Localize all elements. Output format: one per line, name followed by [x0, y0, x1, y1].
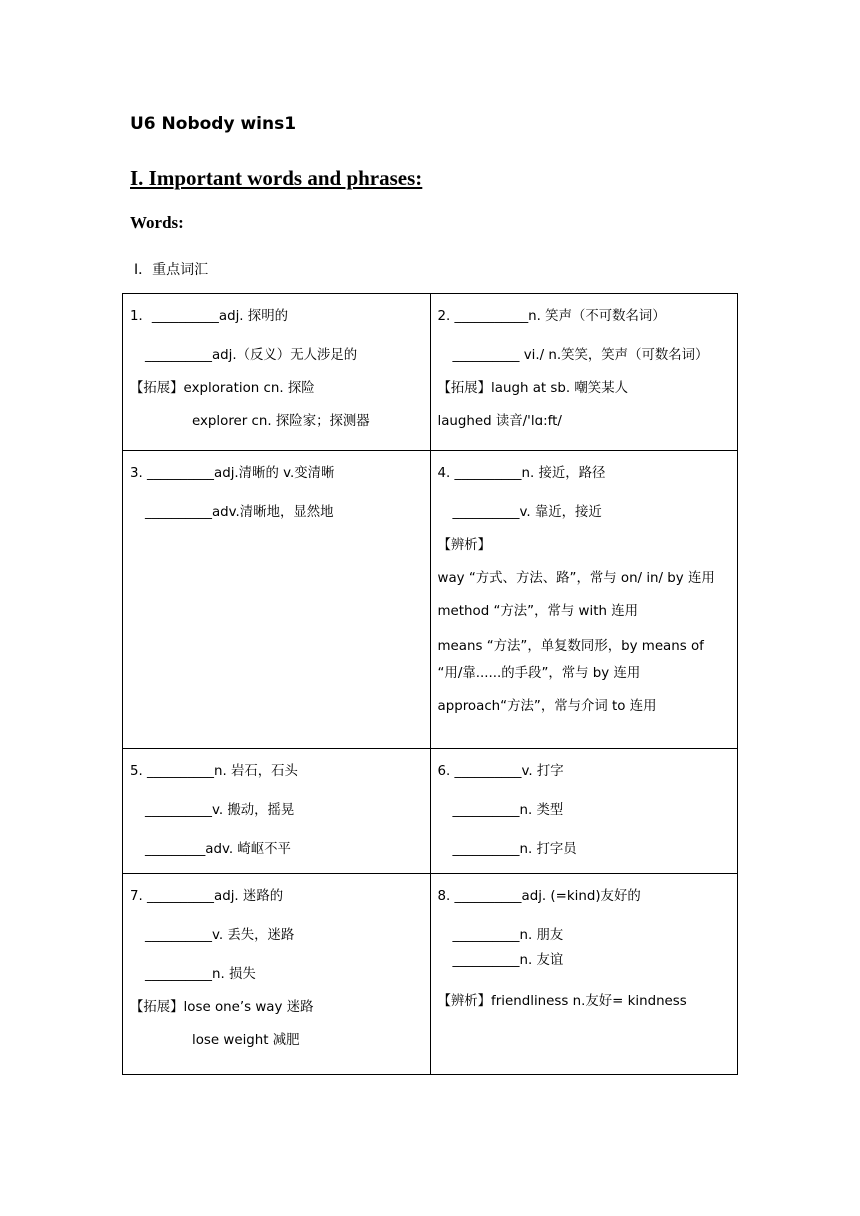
cell-line: __________adj.（反义）无人涉足的: [145, 348, 358, 363]
subsection-label: Ⅰ．重点词汇: [134, 262, 209, 278]
cell-line: method “方法”，常与 with 连用: [437, 604, 638, 619]
cell-line: means “方法”，单复数同形，by means of “用/靠......的手段”，常与 by 连用: [437, 639, 704, 681]
vocab-cell-6: [430, 749, 738, 874]
cell-line: __________n. 损失: [145, 967, 256, 982]
vocab-cell-4: [430, 451, 738, 749]
cell-line: 8. __________adj. (=kind)友好的: [437, 889, 641, 904]
vocab-cell-8: [430, 874, 738, 1075]
cell-line: 【辨析】: [437, 538, 492, 553]
cell-line: laughed 读音/'lɑ:ft/: [437, 414, 562, 429]
cell-line: __________n. 打字员: [452, 842, 577, 857]
cell-line: way “方式、方法、路”，常与 on/ in/ by 连用: [437, 571, 715, 586]
cell-line: __________v. 丢失，迷路: [145, 928, 295, 943]
document-title: U6 Nobody wins1: [130, 114, 297, 134]
words-label: Words:: [130, 213, 184, 232]
table-row: [123, 749, 738, 874]
cell-line: 【拓展】lose one’s way 迷路: [130, 1000, 314, 1015]
vocab-cell-2: [430, 294, 738, 451]
cell-line: 2. ___________n. 笑声（不可数名词）: [437, 309, 666, 324]
vocab-cell-3: [123, 451, 431, 749]
vocab-cell-7: [123, 874, 431, 1075]
section-title: I. Important words and phrases:: [130, 166, 423, 190]
cell-line: 5. __________n. 岩石，石头: [130, 764, 298, 779]
cell-line: 6. __________v. 打字: [437, 764, 564, 779]
cell-line: __________adv.清晰地，显然地: [145, 505, 334, 520]
cell-line: 7. __________adj. 迷路的: [130, 889, 284, 904]
cell-line: explorer cn. 探险家；探测器: [192, 414, 370, 429]
cell-line: __________n. 类型: [452, 803, 564, 818]
cell-line: 【拓展】laugh at sb. 嘲笑某人: [437, 381, 628, 396]
cell-line: approach“方法”，常与介词 to 连用: [437, 699, 657, 714]
vocabulary-table: [122, 293, 738, 1075]
table-row: [123, 874, 738, 1075]
cell-line: 3. __________adj.清晰的 v.变清晰: [130, 466, 335, 481]
cell-line: 【拓展】exploration cn. 探险: [130, 381, 315, 396]
table-row: [123, 451, 738, 749]
vocab-cell-1: [123, 294, 431, 451]
cell-line: _________adv. 崎岖不平: [145, 842, 291, 857]
cell-line: __________ vi./ n.笑笑，笑声（可数名词）: [452, 348, 709, 363]
cell-line: __________n. 朋友: [452, 928, 564, 943]
vocab-cell-5: [123, 749, 431, 874]
cell-line: 4. __________n. 接近，路径: [437, 466, 606, 481]
cell-line: __________v. 搬动，摇晃: [145, 803, 295, 818]
cell-line: 【辨析】friendliness n.友好= kindness: [437, 994, 687, 1009]
cell-line: 1．__________adj. 探明的: [130, 309, 288, 324]
cell-line: lose weight 减肥: [192, 1033, 300, 1048]
cell-line: __________v. 靠近，接近: [452, 505, 602, 520]
cell-line: __________n. 友谊: [452, 953, 564, 968]
table-row: [123, 294, 738, 451]
